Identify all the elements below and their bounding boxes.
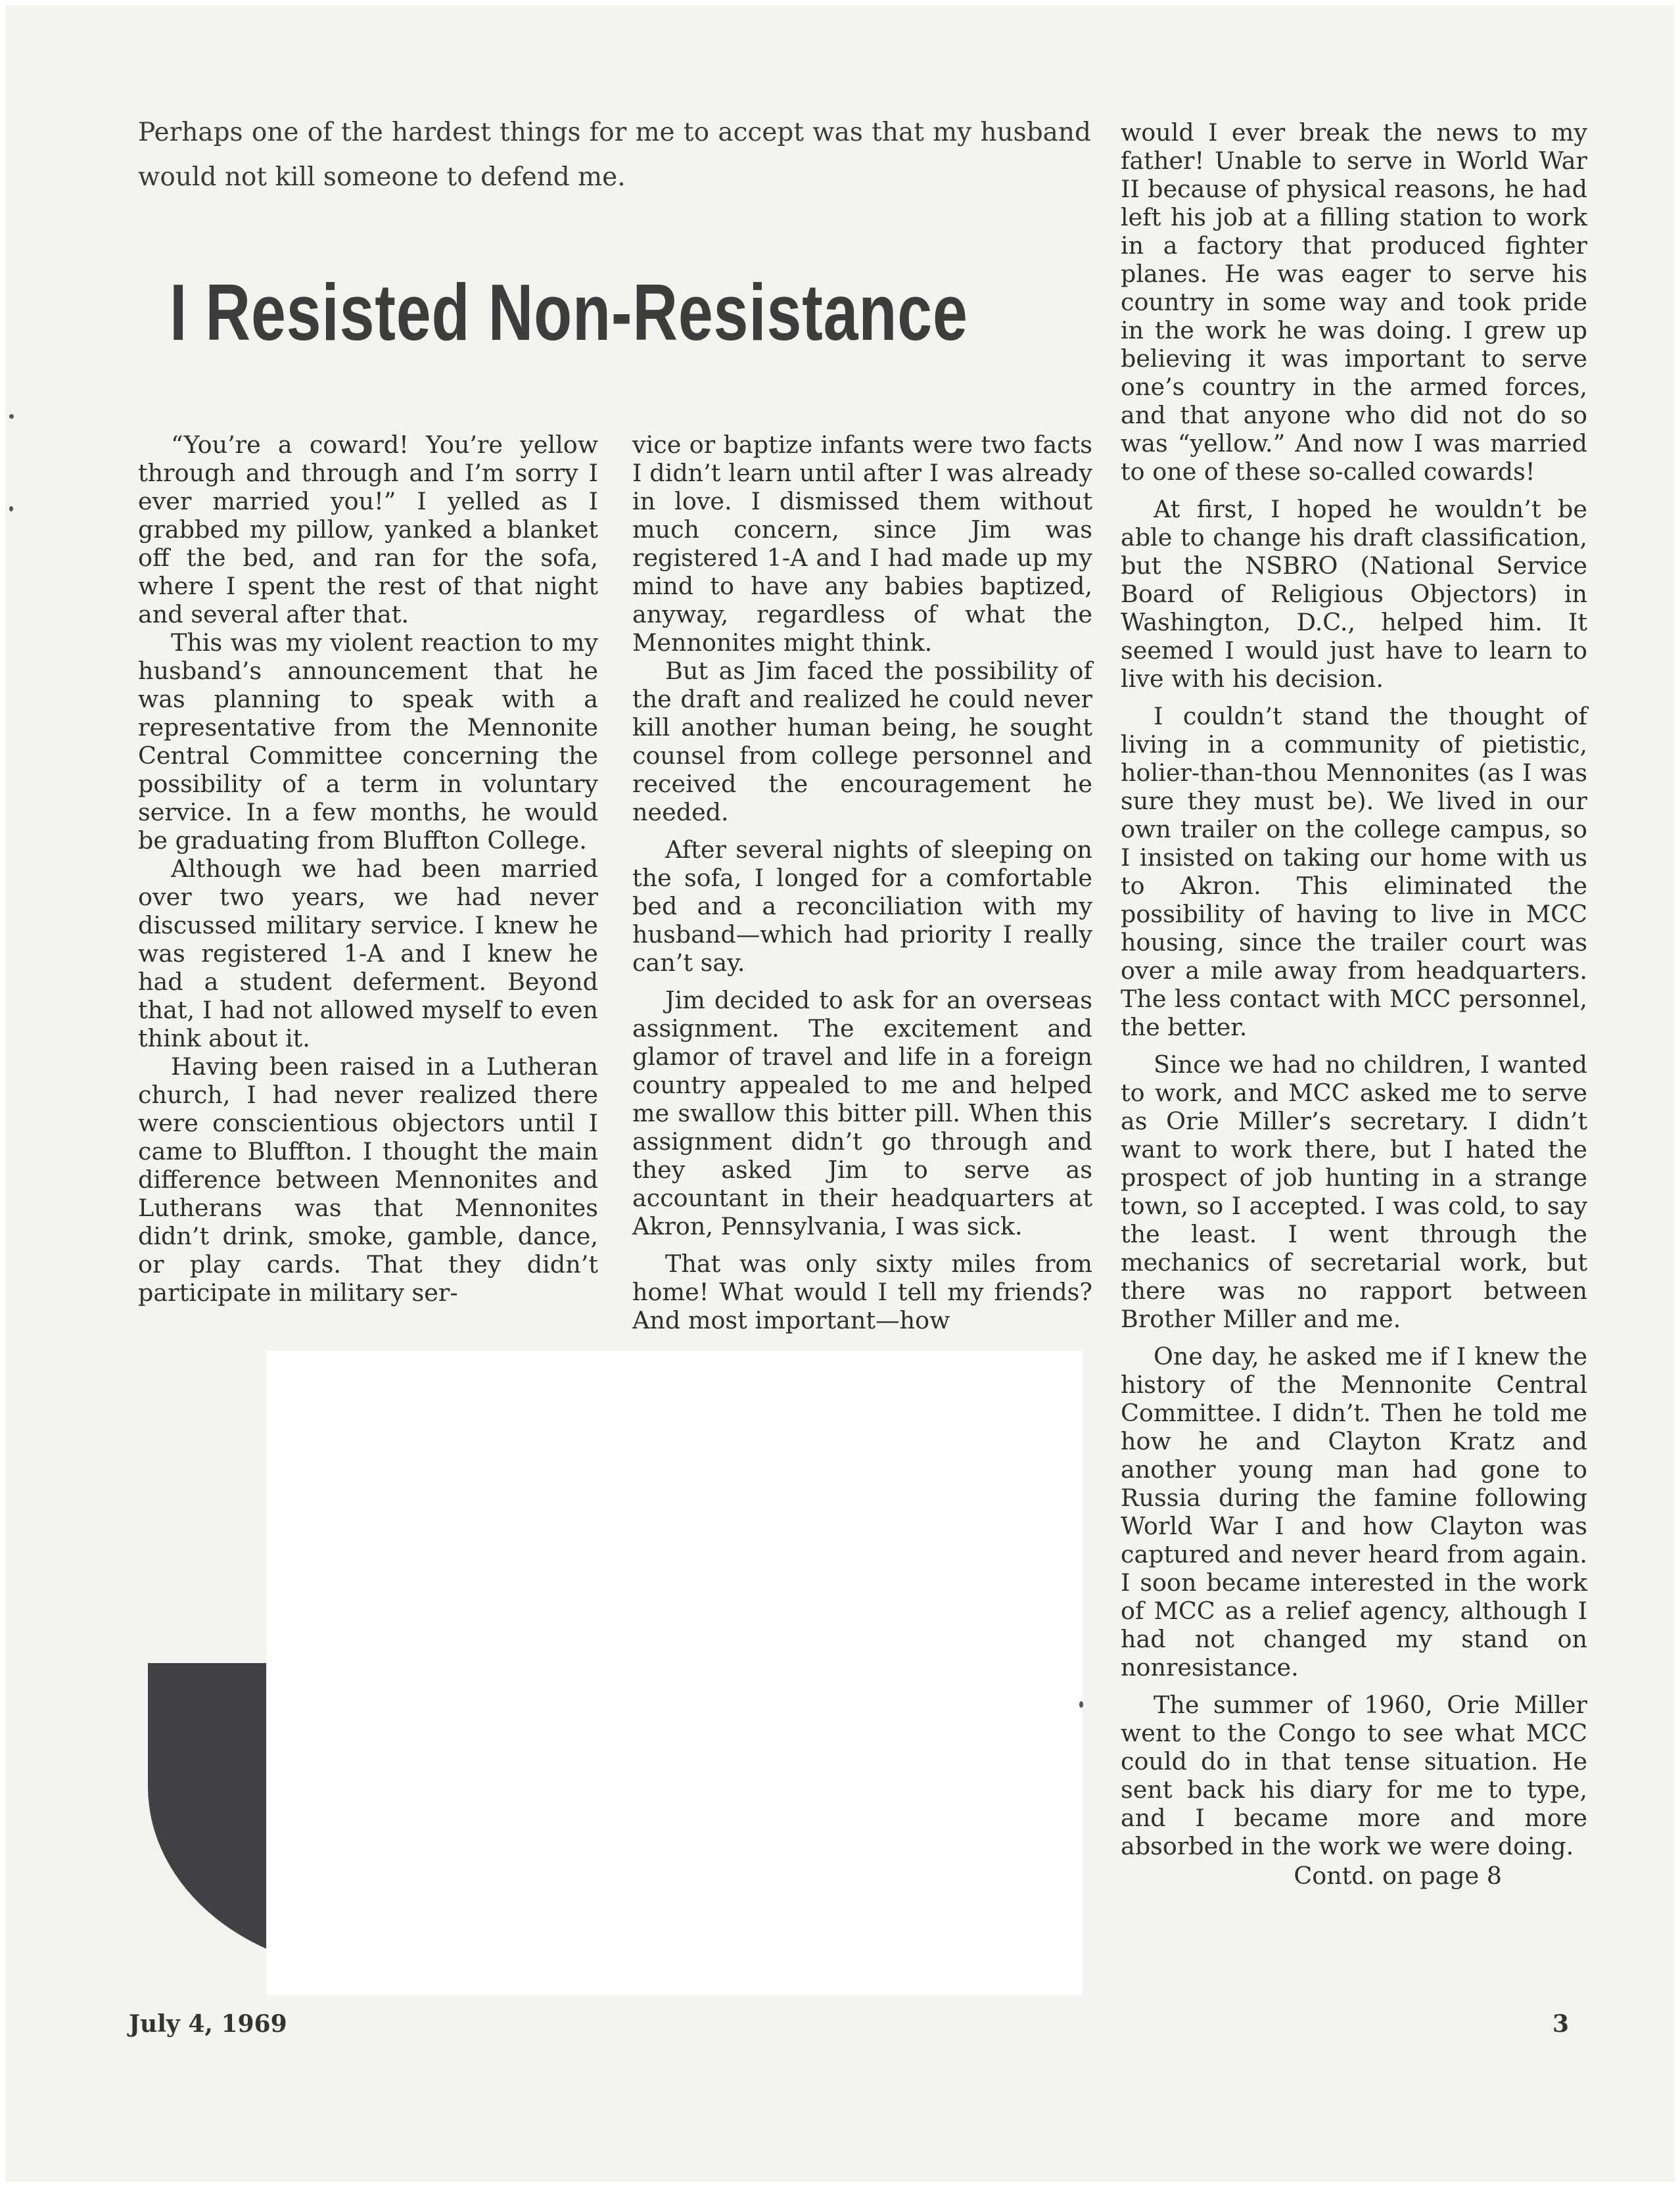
paragraph: Jim decided to ask for an overseas assignment. The excitement and glamor of travel and life in a foreign country appealed to me and helped me swallow this bitter pill. When this assignment didn’t go through and they asked Jim to serve as accountant in their headquarters at Akron, Pennsylvania, I was sick.: [632, 986, 1092, 1240]
paragraph: would I ever break the news to my father! Unable to serve in World War II because of physical reasons, he had left his job at a filling station to work in a factory that produced fighter planes. He was eager to serve his country in some way and took pride in the work he was doing. I grew up believing it was important to serve one’s country in the armed forces, and that anyone who did not do so was “yellow.” And now I was married to one of these so-called cowards!: [1121, 118, 1587, 486]
paragraph: vice or baptize infants were two facts I didn’t learn until after I was already in love. I dismissed them without much concern, since Jim was registered 1-A and I had made up my mind to have any babies baptized, anyway, regardless of what the Mennonites might think.: [632, 431, 1092, 657]
pull-quote: Perhaps one of the hardest things for me to accept was that my husband would not kill someone to defend me.: [138, 118, 1091, 192]
scan-speck: [1079, 1701, 1083, 1708]
paragraph: I couldn’t stand the thought of living in a community of pietistic, holier-than-thou Mennonites (as I was sure they must be). We lived in our own trailer on the college campus, so I insisted on taking our home with us to Akron. This eliminated the possibility of having to live in MCC housing, since the trailer court was over a mile away from headquarters. The less contact with MCC personnel, the better.: [1121, 702, 1587, 1041]
article-column-3: [1121, 118, 1587, 1890]
photo-placeholder: [266, 1351, 1083, 1995]
paragraph: The summer of 1960, Orie Miller went to the Congo to see what MCC could do in that tense situation. He sent back his diary for me to type, and I became more and more absorbed in the work we were doing.: [1121, 1691, 1587, 1860]
paragraph: Since we had no children, I wanted to work, and MCC asked me to serve as Orie Miller’s secretary. I didn’t want to work there, but I hated the prospect of job hunting in a strange town, so I accepted. I was cold, to say the least. I went through the mechanics of secretarial work, but there was no rapport between Brother Miller and me.: [1121, 1050, 1587, 1333]
paragraph: “You’re a coward! You’re yellow through and through and I’m sorry I ever married you!” I yelled as I grabbed my pillow, yanked a blanket off the bed, and ran for the sofa, where I spent the rest of that night and several after that.: [138, 431, 598, 628]
paragraph: Although we had been married over two years, we had never discussed military service. I knew he was registered 1-A and I knew he had a student deferment. Beyond that, I had not allowed myself to even think about it.: [138, 855, 598, 1052]
paragraph: This was my violent reaction to my husband’s announcement that he was planning to speak with a representative from the Mennonite Central Committee concerning the possibility of a term in voluntary service. In a few months, he would be graduating from Bluffton College.: [138, 628, 598, 855]
article-column-1: [138, 431, 598, 1307]
paragraph: But as Jim faced the possibility of the draft and realized he could never kill another human being, he sought counsel from college personnel and received the encouragement he needed.: [632, 657, 1092, 826]
article-headline: I Resisted Non-Resistance: [170, 268, 968, 357]
scan-speck: [9, 506, 13, 511]
paragraph: After several nights of sleeping on the sofa, I longed for a comfortable bed and a reconciliation with my husband—which had priority I really can’t say.: [632, 835, 1092, 977]
paragraph: Having been raised in a Lutheran church, I had never realized there were conscientious objectors until I came to Bluffton. I thought the main difference between Mennonites and Lutherans was that Mennonites didn’t drink, smoke, gamble, dance, or play cards. That they didn’t participate in military ser-: [138, 1052, 598, 1307]
issue-date: July 4, 1969: [129, 2010, 287, 2038]
paragraph: One day, he asked me if I knew the history of the Mennonite Central Committee. I didn’t. Then he told me how he and Clayton Kratz and another young man had gone to Russia during the famine following World War I and how Clayton was captured and never heard from again. I soon became interested in the work of MCC as a relief agency, although I had not changed my stand on nonresistance.: [1121, 1342, 1587, 1681]
article-column-2: [632, 431, 1092, 1334]
page-number: 3: [1552, 2010, 1570, 2038]
continued-note: Contd. on page 8: [1294, 1862, 1502, 1890]
paragraph: At first, I hoped he wouldn’t be able to change his draft classification, but the NSBRO (National Service Board of Religious Objectors) in Washington, D.C., helped him. It seemed I would just have to learn to live with his decision.: [1121, 495, 1587, 693]
scan-speck: [9, 414, 14, 419]
paragraph: That was only sixty miles from home! What would I tell my friends? And most important—how: [632, 1250, 1092, 1334]
